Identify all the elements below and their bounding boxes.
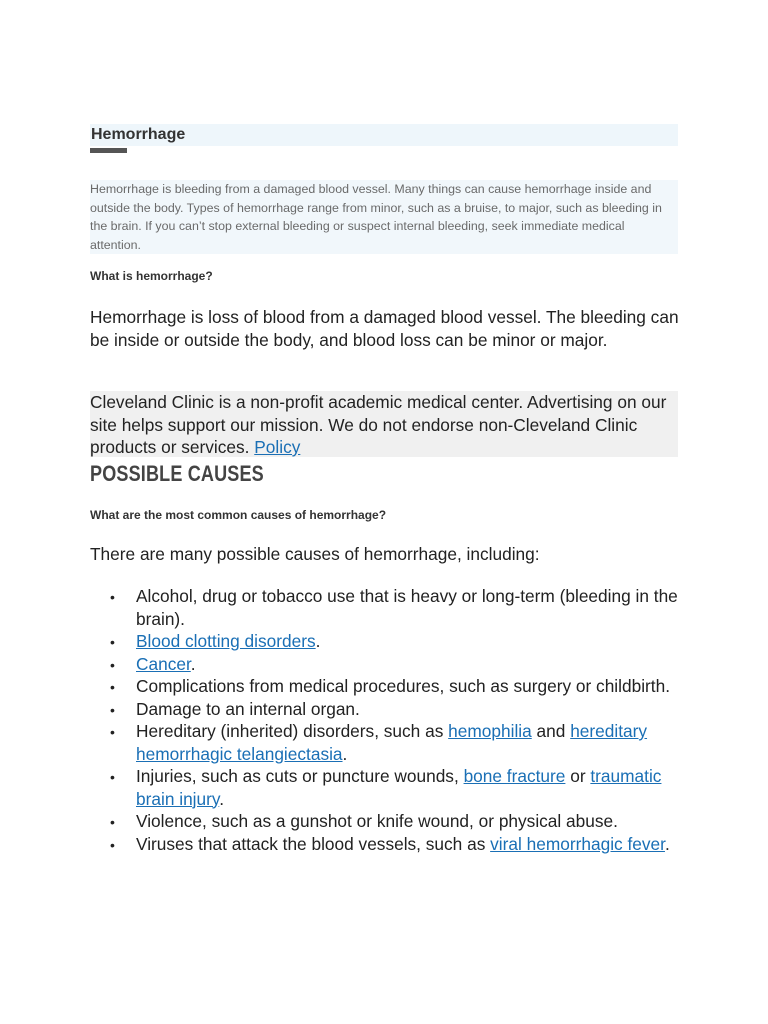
bullet-icon: • [110, 724, 115, 740]
list-item [90, 698, 685, 721]
list-item [90, 720, 685, 765]
cause-link[interactable]: viral hemorrhagic fever [490, 833, 665, 854]
bullet-icon: • [110, 814, 115, 830]
list-item [90, 675, 685, 698]
section-heading-causes: POSSIBLE CAUSES [90, 461, 264, 486]
cause-text: or [565, 766, 591, 786]
cause-text: . [342, 743, 348, 764]
bullet-icon: • [110, 701, 115, 718]
cause-text: Injuries, such as cuts or puncture wounds, [136, 766, 464, 786]
bullet-icon: • [110, 679, 115, 695]
cause-link[interactable]: Cancer [136, 653, 191, 674]
cause-link[interactable]: bone fracture [463, 766, 566, 786]
bullet-icon: • [110, 836, 115, 853]
page-title: Hemorrhage [91, 126, 186, 143]
bullet-icon: • [110, 589, 115, 605]
bullet-icon: • [110, 634, 115, 650]
cause-link[interactable]: traumatic brain injury [136, 766, 662, 809]
list-item [90, 765, 685, 810]
title-underline [90, 148, 127, 153]
cause-text: Complications from medical procedures, such as surgery or childbirth. [136, 676, 671, 696]
list-item [90, 833, 685, 856]
cause-text: . [664, 833, 670, 854]
list-item [90, 810, 685, 833]
cause-text: . [315, 631, 321, 651]
cause-text: Viruses that attack the blood vessels, such as [136, 833, 491, 854]
causes-list [90, 585, 685, 855]
question-what-is: What is hemorrhage? [90, 269, 213, 283]
policy-link[interactable]: Policy [254, 437, 301, 457]
list-item [90, 630, 685, 653]
intro-paragraph: Hemorrhage is loss of blood from a damaged blood vessel. The bleeding can be inside or outside the body, and blood loss can be minor or major. [90, 307, 679, 350]
cause-text: Hereditary (inherited) disorders, such as [136, 721, 449, 741]
bullet-icon: • [110, 769, 115, 785]
causes-intro: There are many possible causes of hemorrhage, including: [90, 544, 540, 564]
cause-link[interactable]: hereditary hemorrhagic telangiectasia [136, 721, 648, 764]
bullet-icon: • [110, 656, 115, 673]
question-common-causes: What are the most common causes of hemorrhage? [90, 508, 387, 522]
ad-disclaimer [90, 391, 678, 457]
ad-disclaimer-text: Cleveland Clinic is a non-profit academic medical center. Advertising on our site helps support our mission. We do not endorse non-Cleveland Clinic products or services. [90, 392, 667, 457]
cause-link[interactable]: Blood clotting disorders [136, 631, 316, 651]
cause-text: . [190, 653, 196, 674]
cause-text: Violence, such as a gunshot or knife wound, or physical abuse. [136, 811, 618, 831]
article-summary: Hemorrhage is bleeding from a damaged blood vessel. Many things can cause hemorrhage inside and outside the body. Types of hemorrhage range from minor, such as a bruise, to major, such as bleeding in the brain. If you can’t stop external bleeding or suspect internal bleeding, seek immediate medical attention. [90, 180, 678, 254]
cause-text: Damage to an internal organ. [136, 698, 360, 719]
cause-text: . [219, 788, 225, 809]
cause-text: Alcohol, drug or tobacco use that is heavy or long-term (bleeding in the brain). [136, 586, 678, 629]
cause-text: and [531, 721, 571, 741]
list-item [90, 653, 685, 676]
list-item [90, 585, 685, 630]
cause-link[interactable]: hemophilia [448, 721, 532, 741]
